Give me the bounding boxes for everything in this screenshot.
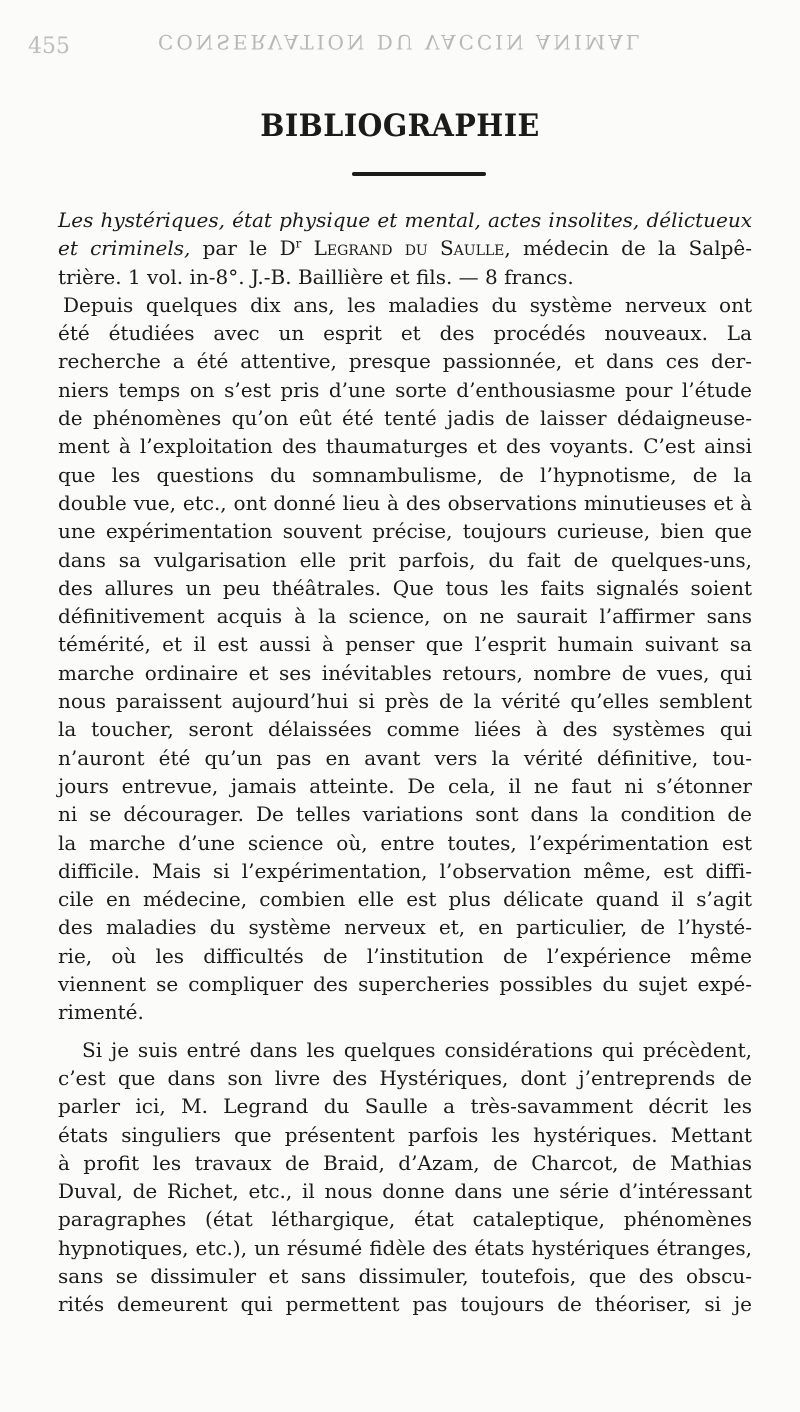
text-line: nous paraissent aujourd’hui si près de la vérité qu’elles semblent — [58, 689, 752, 714]
text-line: recherche a été attentive, presque passionnée, et dans ces der- — [58, 349, 752, 374]
title-rule — [352, 172, 486, 176]
text-line: dans sa vulgarisation elle prit parfois, du fait de quelques-uns, — [58, 547, 752, 572]
citation-line-2 — [58, 234, 752, 262]
paragraph-2 — [58, 1036, 752, 1319]
text-line: marche ordinaire et ses inévitables retours, nombre de vues, qui — [58, 660, 752, 685]
text-line: Si je suis entré dans les quelques considérations qui précèdent, — [82, 1037, 752, 1062]
text-line: parler ici, M. Legrand du Saulle a très-savamment décrit les — [58, 1094, 752, 1119]
text-line: Depuis quelques dix ans, les maladies du système nerveux ont — [63, 292, 752, 317]
text-line: définitivement acquis à la science, on ne saurait l’affirmer sans — [58, 604, 752, 629]
text-line: des allures un peu théâtrales. Que tous les faits signalés soient — [58, 575, 752, 600]
text-line: viennent se compliquer des supercheries possibles du sujet expé- — [58, 972, 752, 997]
text-line: jours entrevue, jamais atteinte. De cela, il ne faut ni s’étonner — [58, 773, 752, 798]
text-line: états singuliers que présentent parfois les hystériques. Mettant — [58, 1122, 752, 1147]
text-line: double vue, etc., ont donné lieu à des observations minutieuses et à — [58, 490, 752, 515]
citation-title-end: et criminels, — [58, 236, 191, 261]
text-line: des maladies du système nerveux et, en particulier, de l’hysté- — [58, 915, 752, 940]
text-line: une expérimentation souvent précise, toujours curieuse, bien que — [58, 519, 752, 544]
bleed-through-page-number: 455 — [28, 34, 70, 59]
text-line: rie, où les difficultés de l’institution de l’expérience même — [58, 943, 752, 968]
paragraph-1 — [58, 291, 752, 1027]
text-line: que les questions du somnambulisme, de l’hypnotisme, de la — [58, 462, 752, 487]
text-line: témérité, et il est aussi à penser que l’esprit humain suivant sa — [58, 632, 752, 657]
citation-by: par le D — [190, 236, 296, 261]
text-line: de phénomènes qu’on eût été tenté jadis de laisser dédaigneuse- — [58, 406, 752, 431]
citation-line-1: Les hystériques, état physique et mental, actes insolites, délictueux — [58, 208, 752, 232]
article-body — [58, 206, 752, 1319]
text-line: cile en médecine, combien elle est plus délicate quand il s’agit — [58, 887, 752, 912]
text-line: rités demeurent qui permettent pas toujours de théoriser, si je — [58, 1292, 752, 1317]
text-line: Duval, de Richet, etc., il nous donne dans une série d’intéressant — [58, 1179, 752, 1204]
text-line: la marche d’une science où, entre toutes, l’expérimentation est — [58, 830, 752, 855]
text-line: à profit les travaux de Braid, d’Azam, de Charcot, de Mathias — [58, 1150, 752, 1175]
text-line: paragraphes (état léthargique, état cataleptique, phénomènes — [58, 1207, 752, 1232]
text-line: rimenté. — [58, 1000, 144, 1025]
paragraph-gap — [58, 1027, 752, 1036]
text-line: c’est que dans son livre des Hystériques, dont j’entreprends de — [58, 1065, 752, 1090]
text-line: sans se dissimuler et sans dissimuler, toutefois, que des obscu- — [58, 1263, 752, 1288]
citation-line-3: trière. 1 vol. in-8°. J.-B. Baillière et fils. — 8 francs. — [58, 264, 574, 289]
text-line: été étudiées avec un esprit et des procédés nouveaux. La — [58, 321, 752, 346]
text-line: n’auront été qu’un pas en avant vers la vérité définitive, tou- — [58, 745, 752, 770]
text-line: difficile. Mais si l’expérimentation, l’observation même, est diffi- — [58, 858, 752, 883]
text-line: la toucher, seront délaissées comme liées à des systèmes qui — [58, 717, 752, 742]
text-line: niers temps on s’est pris d’une sorte d’enthousiasme pour l’étude — [58, 377, 752, 402]
text-line: ni se décourager. De telles variations sont dans la condition de — [58, 802, 752, 827]
citation-author: Legrand du Saulle — [301, 236, 505, 261]
text-line: hypnotiques, etc.), un résumé fidèle des états hystériques étranges, — [58, 1235, 752, 1260]
citation-title-sup: r — [295, 236, 302, 251]
section-title: BIBLIOGRAPHIE — [260, 108, 540, 144]
text-line: ment à l’exploitation des thaumaturges et des voyants. C’est ainsi — [58, 434, 752, 459]
citation-rest: , médecin de la Salpê- — [504, 236, 752, 261]
bleed-through-header: CONSERVATION DU VACCIN ANIMAL — [158, 30, 642, 54]
